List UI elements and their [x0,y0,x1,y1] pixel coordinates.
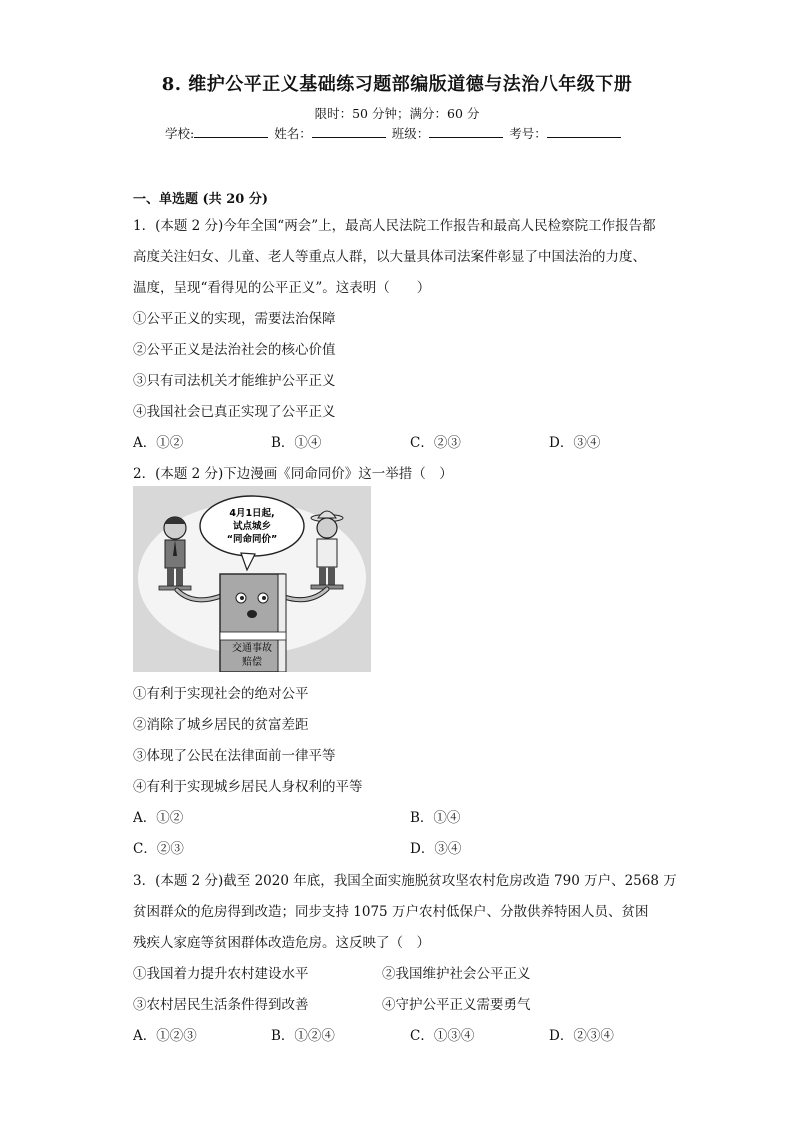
q1-statement-4: ④我国社会已真正实现了公平正义 [133,404,336,420]
q1-stem-line-3: 温度，呈现“看得见的公平正义”。这表明（ ） [133,280,431,296]
q1-statement-2: ②公平正义是法治社会的核心价值 [133,342,336,358]
q2-option-d[interactable]: D．③④ [410,841,462,857]
q3-stem-line-3: 残疾人家庭等贫困群体改造危房。这反映了（ ） [133,935,430,951]
q2-option-a[interactable]: A．①② [133,810,184,826]
name-blank[interactable] [312,124,386,138]
section-heading: 一、单选题 (共 20 分) [133,192,268,207]
q2-statement-1: ①有利于实现社会的绝对公平 [133,686,309,702]
exam-time-limit: 限时：50 分钟；满分：60 分 [314,106,480,121]
q3-statement-2: ②我国维护社会公平正义 [382,966,531,982]
q2-statement-3: ③体现了公民在法律面前一律平等 [133,748,336,764]
q1-stem-line-2: 高度关注妇女、儿童、老人等重点人群，以大量具体司法案件彰显了中国法治的力度、 [133,249,646,265]
q1-statement-1: ①公平正义的实现，需要法治保障 [133,311,336,327]
q3-option-a[interactable]: A．①②③ [133,1028,197,1044]
q3-option-b[interactable]: B．①②④ [271,1028,335,1044]
q1-option-b[interactable]: B．①④ [271,435,322,451]
q3-stem-line-1: 3．(本题 2 分)截至 2020 年底，我国全面实施脱贫攻坚农村危房改造 790 万户、2568 万 [133,873,677,889]
q3-option-c[interactable]: C．①③④ [410,1028,475,1044]
q2-stem: 2．(本题 2 分)下边漫画《同命同价》这一举措（ ） [133,466,453,482]
q2-option-c[interactable]: C．②③ [133,841,184,857]
cartoon-image [133,486,371,672]
bubble-text-1: 4月1日起, [229,508,275,519]
book-label-1: 交通事故 [232,643,272,654]
class-blank[interactable] [429,124,503,138]
q3-statement-1: ①我国着力提升农村建设水平 [133,966,309,982]
q2-statement-2: ②消除了城乡居民的贫富差距 [133,717,309,733]
bubble-text-2: 试点城乡 [232,521,272,532]
exam-number-blank[interactable] [547,124,621,138]
q2-option-b[interactable]: B．①④ [410,810,461,826]
q1-statement-3: ③只有司法机关才能维护公平正义 [133,373,336,389]
q3-stem-line-2: 贫困群众的危房得到改造；同步支持 1075 万户农村低保户、分散供养特困人员、贫困 [133,904,649,920]
q1-option-d[interactable]: D．③④ [549,435,601,451]
bubble-text-3: “同命同价” [226,534,278,545]
q1-stem-line-1: 1．(本题 2 分)今年全国“两会”上，最高人民法院工作报告和最高人民检察院工作报告都 [133,218,656,234]
class-label: 班级： [391,126,430,141]
page-title: 8. 维护公平正义基础练习题部编版道德与法治八年级下册 [161,74,633,95]
q3-statement-4: ④守护公平正义需要勇气 [382,997,531,1013]
q2-statement-4: ④有利于实现城乡居民人身权利的平等 [133,779,363,795]
book-label-2: 赔偿 [242,657,262,668]
q3-statement-3: ③农村居民生活条件得到改善 [133,997,309,1013]
exam-number-label: 考号： [509,126,547,141]
student-info-line [165,124,623,142]
school-blank[interactable] [194,124,268,138]
q1-option-a[interactable]: A．①② [133,435,184,451]
name-label: 姓名： [274,126,312,141]
q1-option-c[interactable]: C．②③ [410,435,461,451]
school-label: 学校: [165,126,195,141]
q3-option-d[interactable]: D．②③④ [549,1028,614,1044]
